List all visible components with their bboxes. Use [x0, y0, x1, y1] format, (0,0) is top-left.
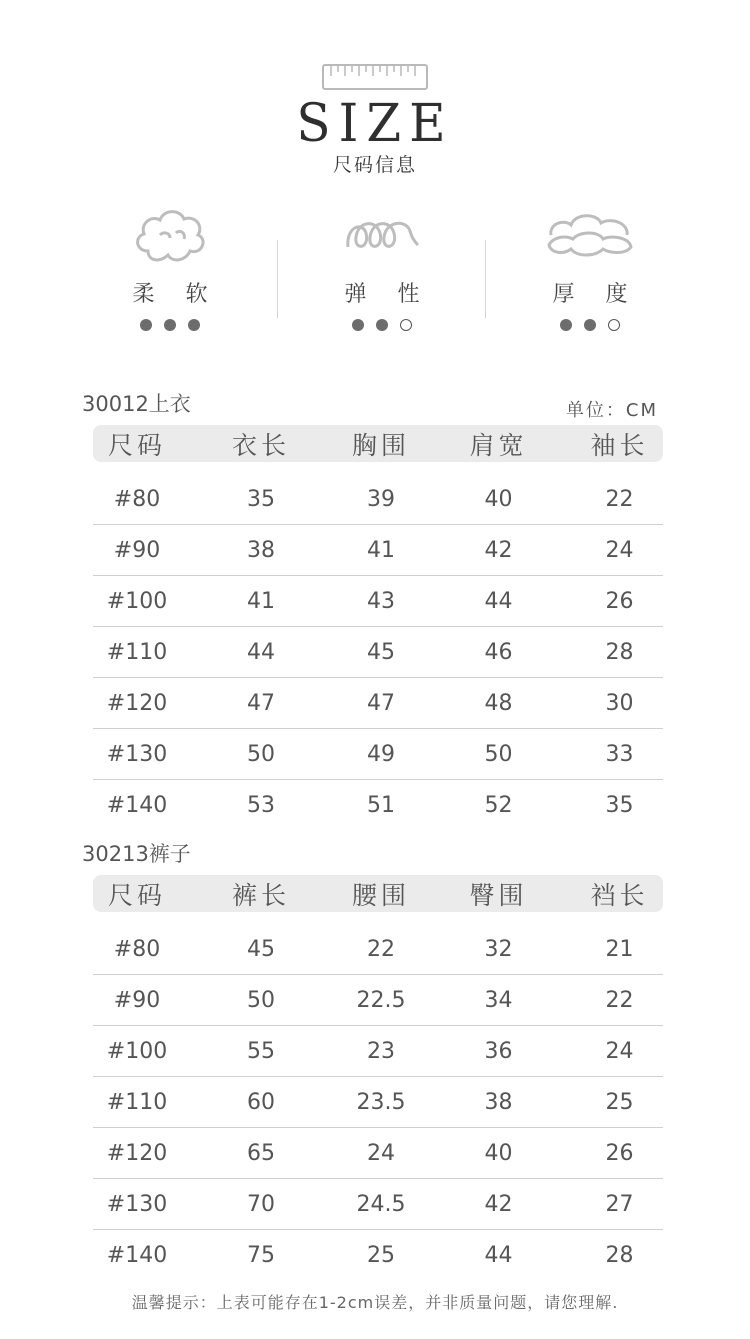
table-cell: 65 [247, 1140, 275, 1166]
table-cell: 24.5 [356, 1191, 406, 1217]
ruler-icon [321, 62, 429, 92]
table-cell: 22 [605, 987, 634, 1013]
table-row [93, 1128, 663, 1179]
table-row [93, 729, 663, 780]
table-cell: 28 [605, 1242, 634, 1268]
rating-dot-empty [608, 319, 620, 331]
table-header [93, 425, 663, 462]
header-cell: 裤长 [231, 880, 290, 910]
rating-dot-filled [164, 319, 176, 331]
header-cell: 臀围 [469, 880, 528, 910]
table-cell: 60 [247, 1089, 275, 1115]
table-cell: #140 [106, 792, 168, 818]
table-cell: 41 [367, 537, 395, 563]
table-cell: 45 [367, 639, 395, 665]
table-row [93, 678, 663, 729]
bottom-table-title: 30213裤子 [82, 842, 191, 866]
feature-label: 弹 性 [344, 282, 432, 307]
footnote: 温馨提示：上表可能存在1-2cm误差，并非质量问题，请您理解. [131, 1293, 619, 1312]
table-cell: 75 [247, 1242, 275, 1268]
rating-dots [510, 316, 670, 332]
table-cell: #110 [106, 639, 168, 665]
header-cell: 衣长 [231, 430, 290, 460]
table-header [93, 875, 663, 912]
table-cell: 47 [367, 690, 395, 716]
top-size-table [93, 425, 663, 830]
table-cell: 24 [605, 1038, 634, 1064]
table-cell: 38 [484, 1089, 513, 1115]
rating-dot-filled [352, 319, 364, 331]
header-cell: 袖长 [590, 430, 649, 460]
rating-dots [90, 316, 250, 332]
table-cell: 26 [605, 1140, 634, 1166]
table-row [93, 924, 663, 975]
table-cell: 33 [605, 741, 634, 767]
table-cell: #120 [106, 1140, 168, 1166]
table-cell: 43 [367, 588, 395, 614]
feature-label: 厚 度 [552, 282, 640, 307]
layered-cloud-icon [545, 205, 635, 267]
table-cell: 42 [484, 537, 513, 563]
table-cell: #130 [106, 741, 168, 767]
table-cell: 44 [484, 588, 513, 614]
table-row [93, 975, 663, 1026]
table-row [93, 474, 663, 525]
table-cell: 23 [367, 1038, 395, 1064]
table-cell: 41 [247, 588, 275, 614]
table-cell: 39 [367, 486, 395, 512]
cloud-cotton-icon [130, 205, 210, 267]
feature-softness [90, 205, 250, 332]
table-row [93, 1026, 663, 1077]
table-cell: #90 [113, 537, 161, 563]
table-cell: 28 [605, 639, 634, 665]
table-cell: 22 [605, 486, 634, 512]
size-header [0, 62, 750, 177]
divider [277, 240, 278, 318]
spring-coil-icon [342, 205, 422, 267]
table-cell: #100 [106, 588, 168, 614]
table-cell: 36 [484, 1038, 513, 1064]
table-cell: 35 [605, 792, 634, 818]
header-cell: 胸围 [351, 430, 410, 460]
table-cell: 34 [484, 987, 513, 1013]
header-cell: 尺码 [107, 880, 166, 910]
header-cell: 裆长 [590, 880, 649, 910]
table-cell: 26 [605, 588, 634, 614]
table-cell: 23.5 [356, 1089, 406, 1115]
table-row [93, 576, 663, 627]
table-cell: 44 [247, 639, 275, 665]
table-cell: 48 [484, 690, 513, 716]
rating-dot-filled [140, 319, 152, 331]
table-cell: 50 [247, 987, 275, 1013]
table-cell: 45 [247, 936, 275, 962]
rating-dot-filled [560, 319, 572, 331]
table-cell: 44 [484, 1242, 513, 1268]
table-cell: 24 [605, 537, 634, 563]
table-cell: 25 [367, 1242, 395, 1268]
header-cell: 尺码 [107, 430, 166, 460]
table-cell: 55 [247, 1038, 275, 1064]
rating-dot-filled [188, 319, 200, 331]
fabric-features [0, 205, 750, 340]
table-cell: 53 [247, 792, 275, 818]
table-cell: 24 [367, 1140, 395, 1166]
table-cell: #80 [113, 936, 161, 962]
size-title: SIZE [296, 92, 454, 154]
table-cell: 21 [605, 936, 634, 962]
divider [485, 240, 486, 318]
table-row [93, 627, 663, 678]
table-row [93, 1077, 663, 1128]
rating-dot-filled [376, 319, 388, 331]
table-cell: 51 [367, 792, 395, 818]
unit-label: 单位：CM [565, 400, 658, 421]
table-cell: 35 [247, 486, 275, 512]
feature-elasticity [302, 205, 462, 332]
table-cell: #90 [113, 987, 161, 1013]
table-cell: #140 [106, 1242, 168, 1268]
header-cell: 肩宽 [469, 430, 528, 460]
size-subtitle: 尺码信息 [332, 154, 417, 176]
table-cell: 52 [484, 792, 513, 818]
table-cell: 30 [605, 690, 634, 716]
table-row [93, 780, 663, 830]
rating-dot-empty [400, 319, 412, 331]
table-cell: 47 [247, 690, 275, 716]
table-cell: 27 [605, 1191, 634, 1217]
table-cell: 22.5 [356, 987, 406, 1013]
table-cell: #100 [106, 1038, 168, 1064]
table-cell: #110 [106, 1089, 168, 1115]
table-cell: 25 [605, 1089, 634, 1115]
table-cell: 38 [247, 537, 275, 563]
table-row [93, 1230, 663, 1280]
table-cell: 22 [367, 936, 395, 962]
table-cell: 32 [484, 936, 513, 962]
top-table-title: 30012上衣 [82, 392, 191, 416]
feature-label: 柔 软 [132, 282, 220, 307]
table-cell: 42 [484, 1191, 513, 1217]
table-cell: 50 [247, 741, 275, 767]
rating-dots [302, 316, 462, 332]
table-cell: 40 [484, 1140, 513, 1166]
table-cell: #130 [106, 1191, 168, 1217]
table-cell: 46 [484, 639, 513, 665]
rating-dot-filled [584, 319, 596, 331]
bottom-size-table [93, 875, 663, 1280]
table-cell: #120 [106, 690, 168, 716]
table-cell: 49 [367, 741, 395, 767]
table-cell: 50 [484, 741, 513, 767]
table-row [93, 525, 663, 576]
table-cell: #80 [113, 486, 161, 512]
table-row [93, 1179, 663, 1230]
table-cell: 40 [484, 486, 513, 512]
feature-thickness [510, 205, 670, 332]
table-cell: 70 [247, 1191, 275, 1217]
header-cell: 腰围 [351, 880, 410, 910]
